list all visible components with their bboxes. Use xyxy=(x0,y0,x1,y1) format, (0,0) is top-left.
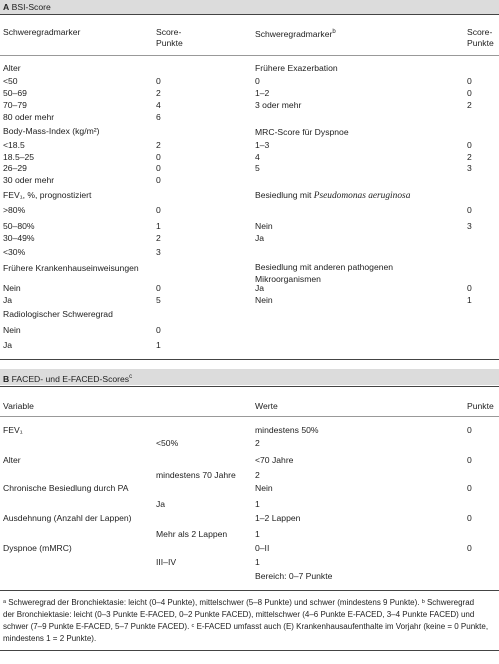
b-row-value: 1 xyxy=(255,557,260,567)
b-row-value: 0–II xyxy=(255,543,270,553)
b-row-sub: mindestens 70 Jahre xyxy=(156,470,236,480)
a-mrc-label: 4 xyxy=(255,152,260,162)
a-exacerbation-score: 2 xyxy=(467,100,472,110)
section-a-title xyxy=(3,2,51,13)
section-b-bottom-rule xyxy=(0,590,499,591)
a-left-label: Radiologischer Schweregrad xyxy=(3,309,113,319)
a-col4-header-line1: Score- xyxy=(467,27,493,37)
a-left-score: 0 xyxy=(156,325,161,335)
b-row-value: Nein xyxy=(255,483,273,493)
b-row-value: 1–2 Lappen xyxy=(255,513,301,523)
section-b-header-rule xyxy=(0,416,499,417)
a-left-score: 0 xyxy=(156,283,161,293)
a-left-score: 0 xyxy=(156,152,161,162)
a-left-score: 1 xyxy=(156,221,161,231)
section-b-top-rule xyxy=(0,386,499,387)
section-a-header-rule xyxy=(0,55,499,56)
a-mrc-label: 5 xyxy=(255,163,260,173)
a-pseudo-title-prefix: Besiedlung mit xyxy=(255,190,314,200)
b-row-points: 0 xyxy=(467,513,472,523)
a-left-label: 30 oder mehr xyxy=(3,175,55,185)
a-other-title-line1: Besiedlung mit anderen pathogenen xyxy=(255,262,394,272)
b-row-value: mindestens 50% xyxy=(255,425,319,435)
a-left-label: Alter xyxy=(3,63,21,73)
a-exacerbation-score: 0 xyxy=(467,76,472,86)
a-left-label: Ja xyxy=(3,340,13,350)
b-row-variable: Dyspnoe (mMRC) xyxy=(3,543,72,553)
b-row-value: 1 xyxy=(255,499,260,509)
a-col2-header-line1: Score- xyxy=(156,27,182,37)
b-row-variable: FEV₁ xyxy=(3,425,23,435)
a-left-score: 3 xyxy=(156,247,161,257)
a-left-label: 50–69 xyxy=(3,88,27,98)
a-exacerbation-score: 0 xyxy=(467,88,472,98)
a-pseudo-label: Nein xyxy=(255,221,273,231)
b-row-value: 2 xyxy=(255,470,260,480)
a-left-score: 4 xyxy=(156,100,161,110)
a-exacerbation-label: 3 oder mehr xyxy=(255,100,302,110)
b-row-points: 0 xyxy=(467,483,472,493)
footnote-line-1: ᵃ Schweregrad der Bronchiektasie: leicht (0–4 Punkte), mittelschwer (5–8 Punkte) und schwer (mindestens 9 Punkte). ᵇ Schweregrad xyxy=(3,598,475,607)
footnote-bottom-rule xyxy=(0,650,499,651)
a-left-score: 2 xyxy=(156,233,161,243)
footnote-line-3: schwer (7–9 Punkte E-FACED, 5–7 Punkte FACED). ᶜ E-FACED umfasst auch (E) Krankenhausaufenthalte im Vorjahr (keine = 0 Punkte, xyxy=(3,622,489,631)
b-row-value: 2 xyxy=(255,438,260,448)
b-header-variable: Variable xyxy=(3,401,34,411)
a-left-label: >80% xyxy=(3,205,26,215)
a-pseudo-score: 0 xyxy=(467,205,472,215)
a-left-score: 5 xyxy=(156,295,161,305)
a-left-label: Body-Mass-Index (kg/m²) xyxy=(3,126,100,136)
footnote-line-2: der Bronchiektasie: leicht (0–3 Punkte E-FACED, 0–2 Punkte FACED), mittelschwer (4–6 Punkte E-FACED, 3–4 Punkte FACED) und xyxy=(3,610,475,619)
b-row-variable: Ausdehnung (Anzahl der Lappen) xyxy=(3,513,132,523)
a-left-label: Nein xyxy=(3,325,21,335)
b-row-variable: Chronische Besiedlung durch PA xyxy=(3,483,129,493)
b-row-value: 1 xyxy=(255,529,260,539)
a-other-title-line2: Mikroorganismen xyxy=(255,274,321,284)
a-left-score: 0 xyxy=(156,76,161,86)
b-row-value: Bereich: 0–7 Punkte xyxy=(255,571,333,581)
section-a-title-band xyxy=(0,0,499,14)
a-col3-header xyxy=(255,27,336,40)
a-col3-header-sup: b xyxy=(332,29,336,35)
a-left-score: 2 xyxy=(156,140,161,150)
section-b-letter: B xyxy=(3,373,10,384)
a-left-score: 0 xyxy=(156,163,161,173)
a-other-label: Ja xyxy=(255,283,265,293)
a-other-label: Nein xyxy=(255,295,273,305)
a-left-label: Frühere Krankenhauseinweisungen xyxy=(3,263,139,273)
a-col2-header-line2: Punkte xyxy=(156,38,183,48)
a-pseudo-title xyxy=(255,190,410,202)
a-left-score: 1 xyxy=(156,340,161,350)
a-other-score: 1 xyxy=(467,295,472,305)
a-pseudo-label: Ja xyxy=(255,233,265,243)
b-row-points: 0 xyxy=(467,455,472,465)
b-row-value: <70 Jahre xyxy=(255,455,294,465)
b-row-sub: III–IV xyxy=(156,557,177,567)
a-left-score: 0 xyxy=(156,175,161,185)
a-left-label: 26–29 xyxy=(3,163,27,173)
section-b-title-sup: c xyxy=(129,374,133,380)
a-left-label: <30% xyxy=(3,247,26,257)
a-left-label: 30–49% xyxy=(3,233,35,243)
a-col3-header-text: Schweregradmarker xyxy=(255,28,333,39)
footnote-line-4: mindestens 1 = 2 Punkte). xyxy=(3,634,97,643)
section-a-bottom-rule xyxy=(0,359,499,360)
a-left-label: <18.5 xyxy=(3,140,25,150)
a-mrc-label: 1–3 xyxy=(255,140,270,150)
a-left-score: 2 xyxy=(156,88,161,98)
b-row-sub: <50% xyxy=(156,438,179,448)
a-exacerbation-label: 1–2 xyxy=(255,88,270,98)
a-col1-header: Schweregradmarker xyxy=(3,27,81,37)
a-pseudo-score: 3 xyxy=(467,221,472,231)
b-row-sub: Ja xyxy=(156,499,166,509)
a-exacerbation-title: Frühere Exazerbation xyxy=(255,63,338,73)
b-row-points: 0 xyxy=(467,543,472,553)
section-a-letter: A xyxy=(3,2,10,12)
a-left-label: Nein xyxy=(3,283,21,293)
a-pseudo-title-italic: Pseudomonas aeruginosa xyxy=(313,191,411,201)
section-b-title xyxy=(3,372,132,385)
a-col4-header-line2: Punkte xyxy=(467,38,494,48)
a-left-label: 70–79 xyxy=(3,100,27,110)
a-left-score: 0 xyxy=(156,205,161,215)
section-a-title-text: BSI-Score xyxy=(11,2,51,12)
section-b-title-text: FACED- und E-FACED-Scores xyxy=(11,373,130,384)
b-header-values: Werte xyxy=(255,401,278,411)
a-left-label: 80 oder mehr xyxy=(3,112,55,122)
a-left-label: Ja xyxy=(3,295,13,305)
a-left-label: <50 xyxy=(3,76,18,86)
a-other-score: 0 xyxy=(467,283,472,293)
a-mrc-title: MRC-Score für Dyspnoe xyxy=(255,127,349,137)
a-exacerbation-label: 0 xyxy=(255,76,260,86)
a-mrc-score: 2 xyxy=(467,152,472,162)
b-header-points: Punkte xyxy=(467,401,494,411)
a-mrc-score: 3 xyxy=(467,163,472,173)
section-a-top-rule xyxy=(0,14,499,15)
a-mrc-score: 0 xyxy=(467,140,472,150)
a-left-score: 6 xyxy=(156,112,161,122)
a-left-label: 50–80% xyxy=(3,221,35,231)
b-row-points: 0 xyxy=(467,425,472,435)
b-row-sub: Mehr als 2 Lappen xyxy=(156,529,228,539)
b-row-variable: Alter xyxy=(3,455,21,465)
a-left-label: 18.5–25 xyxy=(3,152,35,162)
a-left-label: FEV₁, %, prognostiziert xyxy=(3,190,92,200)
